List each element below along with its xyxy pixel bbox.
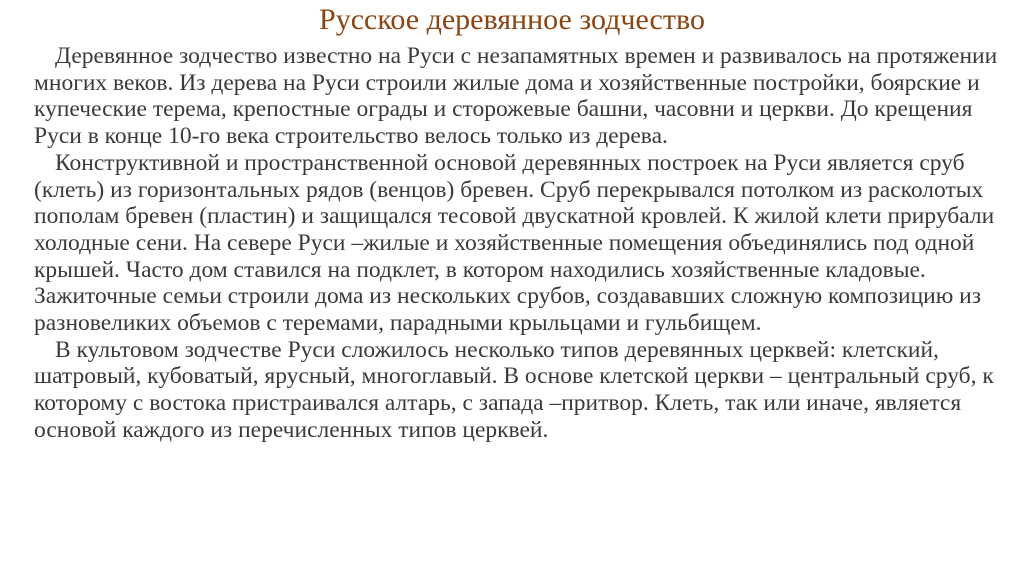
paragraph-wooden-architecture-history: Деревянное зодчество известно на Руси с незапамятных времен и развивалось на протяжении многих веков. Из дерева на Руси строили жилые дома и хозяйственные постройки, боярские и купеческие терема, крепостные ограды и сторожевые башни, часовни и церкви. До крещения Руси в конце 10-го века строительство велось только из дерева. [34, 43, 998, 150]
slide-title: Русское деревянное зодчество [319, 3, 705, 36]
paragraph-log-house-construction: Конструктивной и пространственной основой деревянных построек на Руси является сруб (клеть) из горизонтальных рядов (венцов) бревен. Сруб перекрывался потолком из расколотых пополам бревен (пластин) и защищался тесовой двускатной кровлей. К жилой клети прирубали холодные сени. На севере Руси –жилые и хозяйственные помещения объединялись под одной крышей. Часто дом ставился на подклет, в котором находились хозяйственные кладовые. Зажиточные семьи строили дома из нескольких срубов, создававших сложную композицию из разновеликих объемов с теремами, парадными крыльцами и гульбищем. [34, 149, 995, 337]
paragraph-church-types: В культовом зодчестве Руси сложилось несколько типов деревянных церквей: клетский, шатровый, кубоватый, ярусный, многоглавый. В основе клетской церкви – центральный сруб, к которому с востока пристраивался алтарь, с запада –притвор. Клеть, так или иначе, является основой каждого из перечисленных типов церквей. [34, 336, 994, 443]
slide-body [34, 43, 1000, 444]
